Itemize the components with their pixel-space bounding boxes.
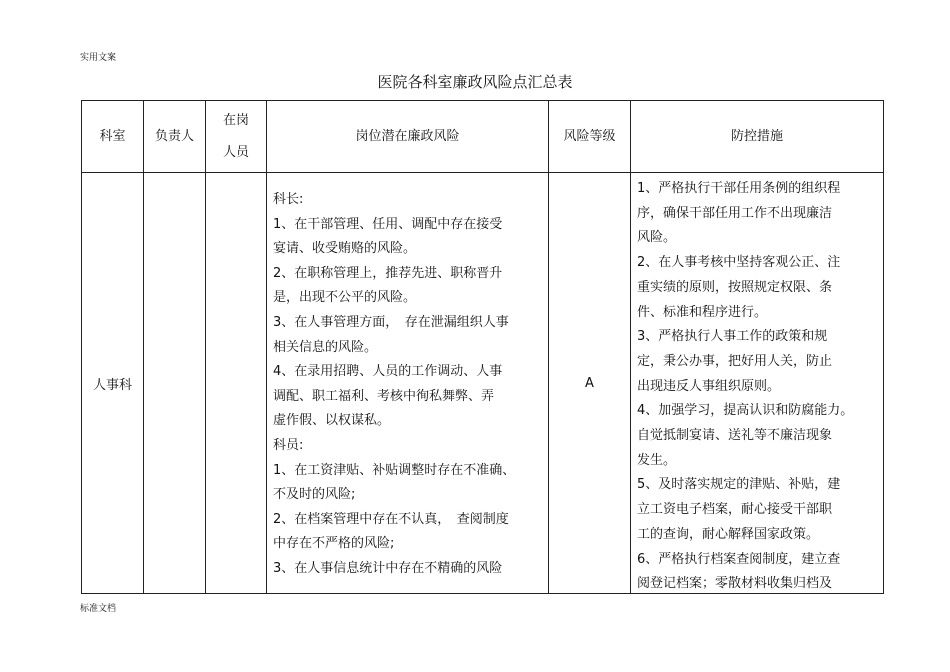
measure-line: 阅登记档案；零散材料收集归档及 <box>637 576 833 592</box>
measure-line: 风险。 <box>637 230 677 246</box>
header-note: 实用文案 <box>80 53 117 63</box>
cell-dept: 人事科 <box>82 173 144 594</box>
risk-line: 3、在人事管理方面， 存在泄漏组织人事 <box>273 314 509 330</box>
measure-line: 5、及时落实规定的津贴、补贴，建 <box>637 477 841 493</box>
risk-line: 虚作假、以权谋私。 <box>273 413 391 429</box>
risk-line: 宴请、收受贿赂的风险。 <box>273 241 417 257</box>
measure-line: 2、在人事考核中坚持客观公正、注 <box>637 255 841 271</box>
table-row <box>82 173 884 594</box>
risk-line: 科员: <box>273 437 304 453</box>
measure-line: 工的查询，耐心解释国家政策。 <box>637 526 820 542</box>
measure-line: 序，确保干部任用工作不出现廉洁 <box>637 205 833 221</box>
measure-line: 4、加强学习，提高认识和防腐能力。 <box>637 403 854 419</box>
risk-line: 2、在档案管理中存在不认真， 查阅制度 <box>273 511 509 527</box>
risk-text-block <box>273 173 536 582</box>
measures-text-block <box>637 173 877 593</box>
risk-line: 2、在职称管理上，推荐先进、职称晋升 <box>273 265 503 281</box>
risk-line: 1、在工资津贴、补贴调整时存在不准确、 <box>273 462 516 478</box>
measure-line: 自觉抵制宴请、送礼等不廉洁现象 <box>637 428 833 444</box>
table-header-row <box>82 101 884 173</box>
risk-line: 4、在录用招聘、人员的工作调动、人事 <box>273 364 503 380</box>
document-title: 医院各科室廉政风险点汇总表 <box>377 73 573 91</box>
column-header-staff-line1: 在岗 <box>222 112 249 128</box>
column-header-risk: 岗位潜在廉政风险 <box>267 101 549 173</box>
risk-line: 3、在人事信息统计中存在不精确的风险 <box>273 560 503 576</box>
column-header-measures: 防控措施 <box>631 101 884 173</box>
cell-measures <box>631 173 884 594</box>
risk-line: 是，出现不公平的风险。 <box>273 290 417 306</box>
column-header-staff <box>206 101 267 173</box>
footer-note: 标准文档 <box>80 604 117 614</box>
risk-line: 相关信息的风险。 <box>273 339 378 355</box>
risk-line: 1、在干部管理、任用、调配中存在接受 <box>273 216 503 232</box>
cell-level: A <box>549 173 631 594</box>
measure-line: 1、严格执行干部任用条例的组织程 <box>637 181 841 196</box>
measure-line: 立工资电子档案，耐心接受干部职 <box>637 502 833 518</box>
risk-line: 中存在不严格的风险; <box>273 536 395 552</box>
measure-line: 6、严格执行档案查阅制度，建立查 <box>637 551 841 567</box>
cell-owner <box>144 173 206 594</box>
cell-staff <box>206 173 267 594</box>
column-header-dept: 科室 <box>82 101 144 173</box>
risk-summary-table <box>81 100 884 594</box>
column-header-staff-line2: 人员 <box>222 144 249 160</box>
risk-line: 不及时的风险; <box>273 487 356 503</box>
risk-line: 调配、职工福利、考核中徇私舞弊、弄 <box>273 388 495 404</box>
risk-line: 科长: <box>273 192 304 207</box>
measure-line: 3、严格执行人事工作的政策和规 <box>637 329 828 345</box>
column-header-owner: 负责人 <box>144 101 206 173</box>
measure-line: 发生。 <box>637 452 677 468</box>
column-header-level: 风险等级 <box>549 101 631 173</box>
cell-risk <box>267 173 549 594</box>
measure-line: 重实绩的原则，按照规定权限、条 <box>637 279 833 295</box>
measure-line: 定，秉公办事，把好用人关，防止 <box>637 353 833 369</box>
measure-line: 出现违反人事组织原则。 <box>637 378 781 394</box>
measure-line: 件、标准和程序进行。 <box>637 304 768 320</box>
